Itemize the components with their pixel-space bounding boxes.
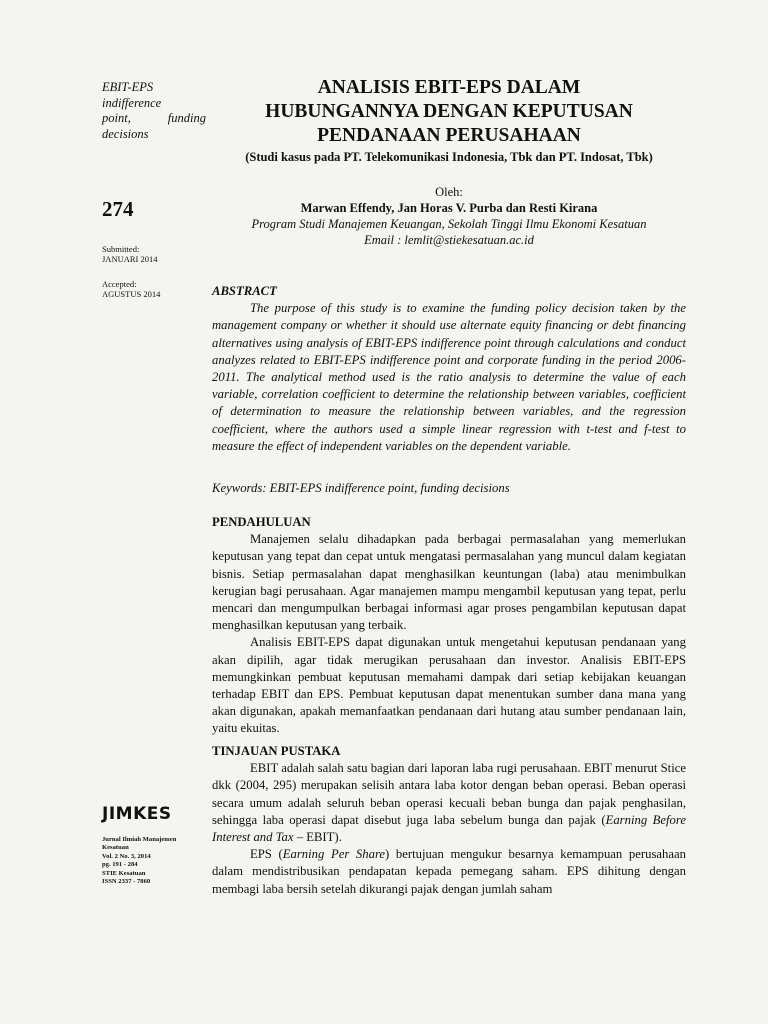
journal-line: Kesatuan — [102, 844, 129, 852]
paragraph — [212, 760, 686, 846]
journal-info — [102, 836, 206, 886]
text-run: EBIT adalah salah satu bagian dari laporan laba rugi perusahaan. EBIT menurut Stice dkk (2004, 295) merupakan selisih antara laba kotor dengan beban operasi. Beban operasi secara umum adalah seluruh beban operasi kecuali beban bunga dan pajak penghasilan, sehingga laba operasi dapat disebut juga laba sebelum bunga dan pajak ( — [212, 761, 686, 827]
pendahuluan-section — [212, 514, 686, 738]
title-line: PENDANAAN PERUSAHAAN — [317, 125, 581, 146]
title-line: ANALISIS EBIT-EPS DALAM — [317, 77, 581, 98]
institution: Program Studi Manajemen Keuangan, Sekolah Tinggi Ilmu Ekonomi Kesatuan — [251, 217, 647, 231]
submitted-info — [102, 244, 206, 264]
margin-topic-line: indifference — [102, 95, 162, 110]
paragraph: Manajemen selalu dihadapkan pada berbagai permasalahan yang memerlukan keputusan yang tepat dan cepat untuk mengatasi permasalahan yang muncul dalam kegiatan bisnis. Setiap permasalahan dapat menghasilkan keuntungan (laba) atau menimbulkan kerugian bagi perusahaan. Agar manajemen mampu mengambil keputusan yang tepat, perlu mencari dan mengumpulkan berbagai informasi agar proses pengambilan keputusan dapat menghasilkan keputusan yang terbaik. — [212, 532, 686, 633]
accepted-label: Accepted: — [102, 279, 137, 289]
keywords: Keywords: EBIT-EPS indifference point, funding decisions — [212, 481, 510, 495]
abstract-heading: ABSTRACT — [212, 284, 277, 298]
accepted-date: AGUSTUS 2014 — [102, 289, 161, 299]
journal-abbrev: JIMKES — [102, 804, 172, 824]
text-run: – EBIT). — [293, 830, 342, 845]
tinjauan-section — [212, 743, 686, 898]
margin-topic — [102, 80, 206, 142]
abstract-section — [212, 283, 686, 455]
text-run: ) bertujuan mengukur besarnya kemampuan perusahaan dalam mendistribusikan pendapatan kepada pemegang saham. EPS dihitung dengan membagi laba bersih setelah dikurangi pajak dengan jumlah saham — [212, 847, 686, 896]
page-number: 274 — [102, 197, 134, 221]
submitted-date: JANUARI 2014 — [102, 254, 158, 264]
paragraph — [212, 846, 686, 898]
section-heading: PENDAHULUAN — [212, 515, 311, 529]
journal-line: STIE Kesatuan — [102, 869, 146, 877]
email: Email : lemlit@stiekesatuan.ac.id — [364, 233, 534, 247]
margin-topic-line: point, funding — [102, 111, 206, 125]
authors: Marwan Effendy, Jan Horas V. Purba dan Resti Kirana — [300, 201, 598, 215]
title-line: HUBUNGANNYA DENGAN KEPUTUSAN — [265, 101, 633, 122]
accepted-info — [102, 279, 206, 299]
oleh-label: Oleh: — [435, 185, 463, 199]
journal-line: ISSN 2337 - 7860 — [102, 878, 151, 886]
journal-line: pg. 191 - 284 — [102, 861, 138, 869]
section-heading: TINJAUAN PUSTAKA — [212, 744, 341, 758]
paragraph: Analisis EBIT-EPS dapat digunakan untuk mengetahui keputusan pendanaan yang akan dipilih, agar tidak merugikan perusahaan dan investor. Analisis EBIT-EPS memungkinkan pembuat keputusan memahami dampak dari setiap kebijakan keuangan terhadap EBIT dan EPS. Pembuat keputusan dapat menentukan sumber dana mana yang akan digunakan, apakah memanfaatkan pendanaan dari hutang atau sumber pendanaan lain, yaitu ekuitas. — [212, 635, 686, 736]
byline — [212, 184, 686, 248]
text-run: EPS ( — [250, 847, 283, 862]
margin-topic-line: decisions — [102, 126, 149, 141]
abstract-text: The purpose of this study is to examine the funding policy decision taken by the management company or whether it should use alternate equity financing or debt financing alternatives using analysis of EBIT-EPS indifference point through calculations and conduct analyzes related to EBIT-EPS indifference point and corporate funding in the period 2006-2011. The analytical method used is the ratio analysis to determine the value of each variable, correlation coefficient to determine the relationship between variables, coefficient of determination to measure the relationship between variables, and the regression coefficient, where the authors used a simple linear regression with t-test and f-test to measure the effect of independent variables on the dependent variable. — [212, 301, 686, 453]
paper-title — [212, 76, 686, 148]
margin-topic-line: EBIT-EPS — [102, 80, 154, 94]
paper-subtitle: (Studi kasus pada PT. Telekomunikasi Indonesia, Tbk dan PT. Indosat, Tbk) — [245, 150, 653, 164]
journal-line: Jurnal Ilmiah Manajemen — [102, 836, 177, 843]
journal-line: Vol. 2 No. 3, 2014 — [102, 852, 151, 860]
emphasis: Earning Per Share — [282, 847, 386, 862]
submitted-label: Submitted: — [102, 244, 140, 254]
emphasis: Earning Before Interest and Tax — [212, 812, 686, 845]
